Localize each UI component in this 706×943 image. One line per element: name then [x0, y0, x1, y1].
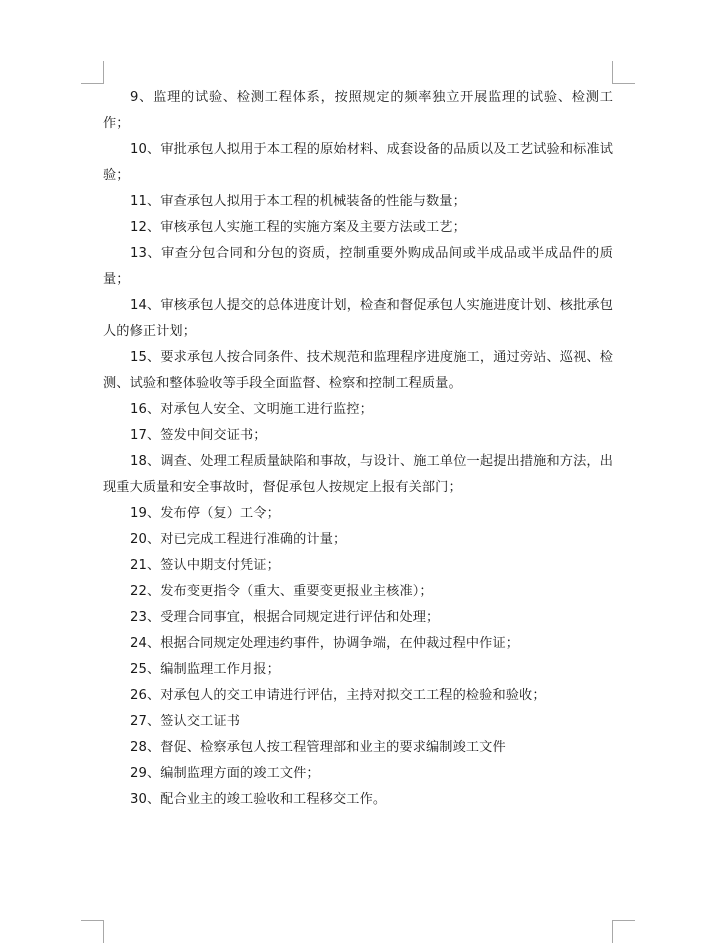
list-item: 27、签认交工证书: [130, 714, 240, 729]
list-item: 17、签发中间交证书；: [130, 428, 267, 443]
list-item: 20、对已完成工程进行准确的计量；: [130, 532, 347, 547]
list-item: 25、编制监理工作月报；: [130, 662, 280, 677]
list-item: 12、审核承包人实施工程的实施方案及主要方法或工艺；: [130, 220, 466, 235]
list-item: 15、要求承包人按合同条件、技术规范和监理程序进度施工，通过旁站、巡视、检测、试验和整体验收等手段全面监督、检察和控制工程质量。: [103, 350, 613, 391]
list-item: 13、审查分包合同和分包的资质，控制重要外购成品间或半成品或半成品件的质量；: [103, 246, 613, 287]
list-item: 23、受理合同事宜，根据合同规定进行评估和处理；: [130, 610, 440, 625]
list-item: 24、根据合同规定处理违约事件，协调争端，在仲裁过程中作证；: [130, 636, 520, 651]
document-body: [103, 85, 613, 813]
crop-mark-top-right: [612, 61, 635, 84]
list-item: 30、配合业主的竣工验收和工程移交工作。: [130, 792, 387, 807]
list-item: 28、督促、检察承包人按工程管理部和业主的要求编制竣工文件: [130, 740, 506, 755]
list-item: 10、审批承包人拟用于本工程的原始材料、成套设备的品质以及工艺试验和标准试验；: [103, 142, 613, 183]
list-item: 19、发布停（复）工令；: [130, 506, 280, 521]
crop-mark-top-left: [81, 61, 104, 84]
list-item: 21、签认中期支付凭证；: [130, 558, 280, 573]
list-item: 9、监理的试验、检测工程体系，按照规定的频率独立开展监理的试验、检测工作；: [103, 90, 613, 131]
list-item: 22、发布变更指令（重大、重要变更报业主核准）；: [130, 584, 433, 599]
list-item: 18、调查、处理工程质量缺陷和事故，与设计、施工单位一起提出措施和方法，出现重大质量和安全事故时，督促承包人按规定上报有关部门；: [103, 454, 613, 495]
list-item: 11、审查承包人拟用于本工程的机械装备的性能与数量；: [130, 194, 466, 209]
list-item: 14、审核承包人提交的总体进度计划，检查和督促承包人实施进度计划、核批承包人的修正计划；: [103, 298, 613, 339]
list-item: 16、对承包人安全、文明施工进行监控；: [130, 402, 373, 417]
crop-mark-bottom-right: [612, 920, 635, 943]
list-item: 26、对承包人的交工申请进行评估，主持对拟交工工程的检验和验收；: [130, 688, 546, 703]
list-item: 29、编制监理方面的竣工文件；: [130, 766, 320, 781]
crop-mark-bottom-left: [81, 920, 104, 943]
